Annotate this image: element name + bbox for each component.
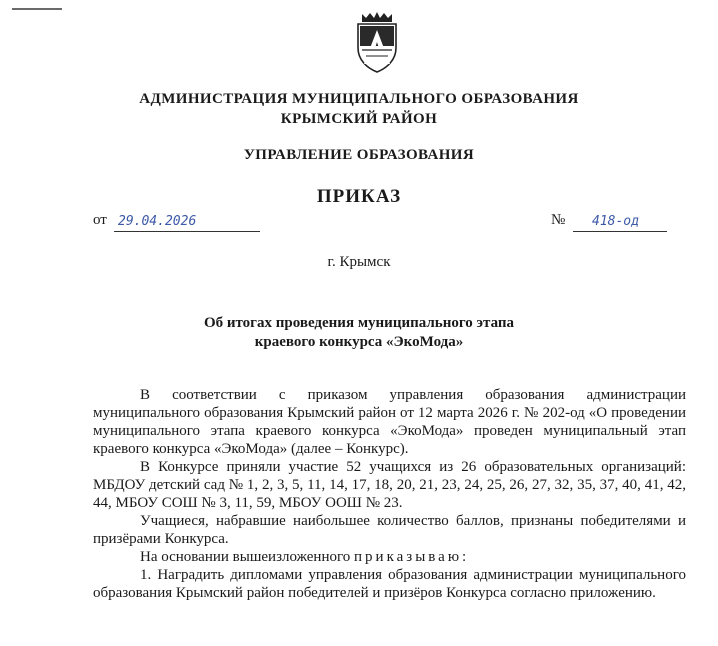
paragraph-basis: В соответствии с приказом управления образования администрации муниципального образования Крымский район от 12 марта 2026 г. № 202-од «О проведении муниципального этапа краевого конкурса «ЭкоМода» проведен муниципальный этап краевого конкурса «ЭкоМода» (далее – Конкурс). (93, 387, 686, 457)
date-value: 29.04.2026 (118, 214, 197, 229)
document-body (93, 386, 686, 602)
coat-of-arms-icon (352, 10, 402, 74)
paragraph-order-clause: На основании вышеизложенного приказываю: (140, 549, 467, 565)
department-header: УПРАВЛЕНИЕ ОБРАЗОВАНИЯ (243, 147, 475, 163)
city-label: г. Крымск (327, 254, 391, 270)
date-underline (114, 231, 260, 232)
paragraph-participants: В Конкурсе приняли участие 52 учащихся из 26 образовательных организаций: МБДОУ детский сад № 1, 2, 3, 5, 11, 14, 17, 18, 20, 21, 23, 24, 25, 26, 27, 32, 35, 37, 40, 41, 42, 44, МБОУ СОШ № 3, 11, 59, МБОУ ООШ № 23. (93, 459, 686, 511)
administration-line-1: АДМИНИСТРАЦИЯ МУНИЦИПАЛЬНОГО ОБРАЗОВАНИЯ (139, 91, 579, 107)
order-keyword: приказываю (354, 549, 463, 565)
administration-header (0, 89, 718, 129)
paragraph-winners: Учащиеся, набравшие наибольшее количество баллов, признаны победителями и призёрами Конкурса. (93, 513, 686, 547)
subject-line-1: Об итогах проведения муниципального этапа (203, 315, 515, 331)
date-prefix: от (93, 212, 107, 228)
document-type-title: ПРИКАЗ (316, 186, 402, 207)
number-underline (573, 231, 667, 232)
document-subject-title (0, 314, 718, 352)
number-prefix: № (551, 212, 566, 228)
administration-line-2: КРЫМСКИЙ РАЙОН (280, 111, 438, 127)
scan-artifact-line (12, 8, 62, 10)
paragraph-item-1: 1. Наградить дипломами управления образования администрации муниципального образования Крымский район победителей и призёров Конкурса согласно приложению. (93, 567, 686, 601)
number-value: 418-од (592, 214, 639, 229)
subject-line-2: краевого конкурса «ЭкоМода» (254, 334, 464, 350)
